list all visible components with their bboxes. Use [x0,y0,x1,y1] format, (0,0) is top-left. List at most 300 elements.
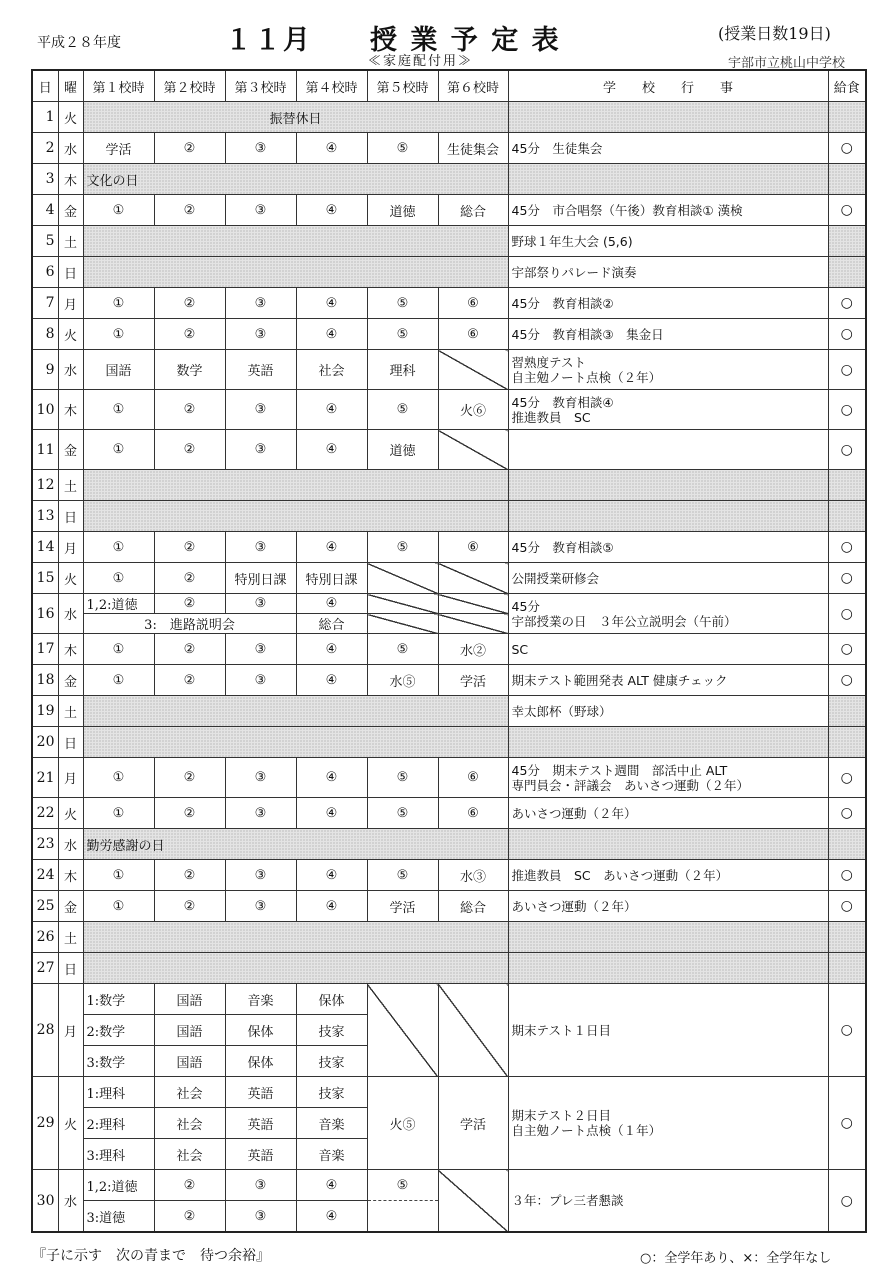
period-cell: 総合 [438,195,508,226]
day-number: 13 [32,501,58,532]
period-cell: 理科 [367,350,438,390]
period-cell: 2:理科 [83,1108,154,1139]
period-cell: ① [83,798,154,829]
table-row [32,727,866,758]
weekday: 水 [58,350,83,390]
period-cell: 国語 [154,984,225,1015]
period-5-cell [367,614,438,634]
column-header: 曜 [58,70,83,102]
period-cell: ② [154,319,225,350]
period-cell: 特別日課 [296,563,367,594]
event-text: 45分 生徒集会 [511,140,603,156]
period-cell: 国語 [83,350,154,390]
event-cell [508,953,828,984]
table-row [32,288,866,319]
day-number: 28 [32,984,58,1077]
period-cell: ② [154,860,225,891]
event-text: 45分 教育相談② [511,295,614,311]
event-cell [508,164,828,195]
period-cell: ⑥ [438,288,508,319]
weekday: 木 [58,390,83,430]
weekday: 日 [58,953,83,984]
day-number: 10 [32,390,58,430]
event-cell [508,829,828,860]
day-number: 12 [32,470,58,501]
period-cell: ③ [225,319,296,350]
period-cell: 音楽 [296,1108,367,1139]
column-header: 日 [32,70,58,102]
period-cell: ② [154,288,225,319]
period-cell: ① [83,665,154,696]
event-text: あいさつ運動（２年） [511,805,637,821]
holiday-cell: 文化の日 [83,164,508,195]
period-cell: ④ [296,1170,367,1201]
period-cell: ⑥ [438,758,508,798]
period-cell: ① [83,319,154,350]
period-cell: 1,2:道徳 [83,1170,154,1201]
period-cell: 3:道徳 [83,1201,154,1233]
holiday-cell: 振替休日 [83,102,508,133]
period-cell: ⑤ [367,1170,438,1201]
period-6-cell [438,594,508,614]
lunch-cell: ○ [828,532,866,563]
column-header: 学 校 行 事 [508,70,828,102]
event-cell [508,1077,828,1170]
period-cell: ① [83,860,154,891]
periods-blank [83,226,508,257]
period-cell: ④ [296,665,367,696]
weekday: 水 [58,594,83,634]
period-cell: ③ [225,1170,296,1201]
period-cell: 学活 [367,891,438,922]
lunch-cell [828,257,866,288]
lunch-cell: ○ [828,758,866,798]
lunch-cell: ○ [828,634,866,665]
weekday: 金 [58,430,83,470]
period-cell: ④ [296,634,367,665]
event-line: 専門員会・評議会 あいさつ運動（２年） [511,777,750,793]
period-6-cell [438,1170,508,1233]
period-cell: 音楽 [296,1139,367,1170]
column-header: 第２校時 [154,70,225,102]
periods-blank [83,470,508,501]
day-number: 11 [32,430,58,470]
event-line: 推進教員 SC [511,409,591,425]
lunch-cell: ○ [828,798,866,829]
table-row [32,532,866,563]
event-cell [508,891,828,922]
table-row [32,891,866,922]
lunch-cell [828,922,866,953]
event-text: 幸太郎杯（野球） [511,703,612,719]
table-row [32,984,866,1015]
event-cell [508,133,828,164]
weekday: 水 [58,829,83,860]
period-cell: 保体 [225,1046,296,1077]
event-text: 45分 市合唱祭（午後）教育相談① 漢検 [511,202,743,218]
event-line: 自主勉ノート点検（２年） [511,369,662,385]
weekday: 木 [58,634,83,665]
day-number: 16 [32,594,58,634]
period-cell: 保体 [225,1015,296,1046]
event-line: 習熟度テスト [511,354,587,370]
day-number: 18 [32,665,58,696]
lunch-cell [828,226,866,257]
event-cell [508,288,828,319]
lunch-cell: ○ [828,195,866,226]
period-cell: ③ [225,532,296,563]
period-cell: ④ [296,430,367,470]
weekday: 金 [58,891,83,922]
period-cell: ⑥ [438,319,508,350]
column-header: 第６校時 [438,70,508,102]
school-name: 宇部市立桃山中学校 [728,56,846,71]
period-cell: 国語 [154,1046,225,1077]
day-number: 3 [32,164,58,195]
period-cell: 英語 [225,1108,296,1139]
period-cell: ③ [225,195,296,226]
event-text: 宇部祭りパレード演奏 [511,264,637,280]
period-cell: ⑤ [367,390,438,430]
period-cell: 水③ [438,860,508,891]
column-header: 第５校時 [367,70,438,102]
period-cell: 3:理科 [83,1139,154,1170]
period-cell: 3: 進路説明会 [83,614,296,634]
period-cell: 道徳 [367,430,438,470]
event-cell [508,430,828,470]
period-cell: ③ [225,665,296,696]
event-text: ３年：プレ三者懇談 [511,1193,624,1208]
day-number: 20 [32,727,58,758]
table-row [32,563,866,594]
event-line: 期末テスト２日目 [511,1108,612,1123]
period-cell: ⑥ [438,798,508,829]
periods-blank [83,501,508,532]
day-number: 23 [32,829,58,860]
weekday: 水 [58,1170,83,1233]
period-6-cell: 学活 [438,1077,508,1170]
event-text: 期末テスト１日目 [511,1022,612,1038]
page-subtitle: ≪家庭配付用≫ [368,54,474,69]
event-cell [508,922,828,953]
period-cell [367,563,438,594]
period-cell: ② [154,634,225,665]
event-text: あいさつ運動（２年） [511,898,637,914]
period-cell: ③ [225,1201,296,1233]
event-cell [508,1170,828,1233]
event-line: 自主勉ノート点検（１年） [511,1123,662,1138]
weekday: 火 [58,563,83,594]
lunch-cell: ○ [828,891,866,922]
event-cell [508,860,828,891]
period-cell: ② [154,758,225,798]
table-row [32,390,866,430]
lunch-cell [828,470,866,501]
period-cell: ① [83,758,154,798]
day-number: 9 [32,350,58,390]
weekday: 金 [58,665,83,696]
table-row [32,665,866,696]
period-cell: 保体 [296,984,367,1015]
period-cell: ③ [225,891,296,922]
weekday: 月 [58,984,83,1077]
lunch-cell [828,501,866,532]
period-cell: 技家 [296,1046,367,1077]
day-number: 27 [32,953,58,984]
period-cell: 社会 [154,1108,225,1139]
column-header: 第１校時 [83,70,154,102]
weekday: 月 [58,532,83,563]
period-cell: ③ [225,758,296,798]
table-row [32,164,866,195]
period-cell: ① [83,430,154,470]
day-number: 15 [32,563,58,594]
period-cell [438,430,508,470]
period-cell: ④ [296,288,367,319]
footer-legend: ○：全学年あり、×：全学年なし [640,1251,832,1266]
table-row [32,133,866,164]
page-title: １１月 授 業 予 定 表 [225,25,561,56]
table-row [32,195,866,226]
table-row [32,226,866,257]
period-cell: ② [154,430,225,470]
period-cell: ② [154,1201,225,1233]
period-cell: ③ [225,634,296,665]
table-row [32,430,866,470]
event-cell [508,195,828,226]
table-row [32,501,866,532]
table-row [32,470,866,501]
table-row [32,1170,866,1201]
day-number: 25 [32,891,58,922]
period-cell: 生徒集会 [438,133,508,164]
column-header: 第４校時 [296,70,367,102]
school-days-count: (授業日数19日) [718,24,831,43]
weekday: 火 [58,319,83,350]
lunch-cell [828,829,866,860]
event-text: 野球１年生大会 (5,6) [511,233,633,249]
period-cell: ① [83,288,154,319]
period-cell: ① [83,390,154,430]
lunch-cell: ○ [828,430,866,470]
event-cell [508,798,828,829]
period-cell: ④ [296,798,367,829]
event-cell [508,102,828,133]
day-number: 17 [32,634,58,665]
holiday-cell: 勤労感謝の日 [83,829,508,860]
period-cell: 総合 [296,614,367,634]
lunch-cell [828,953,866,984]
table-row [32,798,866,829]
period-cell: ② [154,1170,225,1201]
period-cell: ③ [225,430,296,470]
weekday: 土 [58,226,83,257]
table-row [32,829,866,860]
lunch-cell: ○ [828,1077,866,1170]
day-number: 4 [32,195,58,226]
period-cell: ③ [225,390,296,430]
lunch-cell: ○ [828,350,866,390]
period-cell: ② [154,563,225,594]
event-text: 期末テスト範囲発表 ALT 健康チェック [511,672,728,688]
period-cell: ⑤ [367,860,438,891]
day-number: 14 [32,532,58,563]
period-cell: ② [154,195,225,226]
period-cell: 1:理科 [83,1077,154,1108]
period-cell: 学活 [438,665,508,696]
period-cell: ④ [296,594,367,614]
period-cell: 特別日課 [225,563,296,594]
day-number: 7 [32,288,58,319]
lunch-cell [828,696,866,727]
event-cell [508,563,828,594]
period-cell: ④ [296,1201,367,1233]
schedule-table [31,69,867,1233]
weekday: 火 [58,102,83,133]
weekday: 金 [58,195,83,226]
weekday: 土 [58,922,83,953]
weekday: 月 [58,758,83,798]
period-cell: 水② [438,634,508,665]
weekday: 木 [58,164,83,195]
period-cell: ② [154,390,225,430]
event-cell [508,727,828,758]
period-cell: 数学 [154,350,225,390]
lunch-cell [828,164,866,195]
period-cell: 英語 [225,1077,296,1108]
day-number: 21 [32,758,58,798]
day-number: 19 [32,696,58,727]
period-cell: 技家 [296,1015,367,1046]
period-cell: ⑤ [367,634,438,665]
periods-blank [83,727,508,758]
event-cell [508,758,828,798]
event-cell [508,226,828,257]
event-cell [508,594,828,634]
event-cell [508,470,828,501]
periods-blank [83,257,508,288]
period-cell: 音楽 [225,984,296,1015]
event-cell [508,319,828,350]
period-cell: ④ [296,133,367,164]
column-header: 給食 [828,70,866,102]
footer-motto: 『子に示す 次の青まで 待つ余裕』 [32,1248,270,1264]
weekday: 水 [58,133,83,164]
table-header [32,70,866,102]
period-cell [438,350,508,390]
period-cell: ④ [296,758,367,798]
period-5-cell [367,984,438,1077]
period-cell: ① [83,563,154,594]
period-cell: ② [154,532,225,563]
period-cell: 2:数学 [83,1015,154,1046]
period-cell: ② [154,665,225,696]
table-row [32,860,866,891]
period-cell: 水⑤ [367,665,438,696]
period-cell: ④ [296,532,367,563]
period-cell: ① [83,891,154,922]
table-row [32,319,866,350]
period-cell: 技家 [296,1077,367,1108]
event-cell [508,390,828,430]
period-cell: ② [154,891,225,922]
period-cell: ⑤ [367,532,438,563]
day-number: 6 [32,257,58,288]
lunch-cell: ○ [828,594,866,634]
day-number: 2 [32,133,58,164]
period-cell: ⑤ [367,319,438,350]
day-number: 1 [32,102,58,133]
period-cell: 国語 [154,1015,225,1046]
lunch-cell [828,102,866,133]
period-cell: 道徳 [367,195,438,226]
event-line: 宇部授業の日 ３年公立説明会（午前） [511,613,737,629]
weekday: 火 [58,798,83,829]
day-number: 24 [32,860,58,891]
periods-blank [83,922,508,953]
table-row [32,696,866,727]
table-row [32,594,866,614]
period-cell: 英語 [225,1139,296,1170]
period-cell [438,563,508,594]
weekday: 日 [58,501,83,532]
period-cell: ④ [296,319,367,350]
event-text: 45分 教育相談③ 集金日 [511,326,664,342]
period-5-cell: 火⑤ [367,1077,438,1170]
lunch-cell: ○ [828,1170,866,1233]
day-number: 30 [32,1170,58,1233]
event-cell [508,350,828,390]
weekday: 月 [58,288,83,319]
event-text: 45分 教育相談⑤ [511,539,614,555]
weekday: 日 [58,727,83,758]
weekday: 火 [58,1077,83,1170]
period-cell: ⑥ [438,532,508,563]
period-cell: 英語 [225,350,296,390]
day-number: 29 [32,1077,58,1170]
period-cell: 火⑥ [438,390,508,430]
weekday: 木 [58,860,83,891]
weekday: 土 [58,470,83,501]
event-cell [508,501,828,532]
period-cell: ③ [225,594,296,614]
period-cell: ④ [296,891,367,922]
period-cell: ④ [296,195,367,226]
event-text: SC [511,641,529,657]
lunch-cell: ○ [828,984,866,1077]
period-5-cell [367,594,438,614]
period-6-cell [438,614,508,634]
periods-blank [83,953,508,984]
weekday: 日 [58,257,83,288]
period-cell: ③ [225,288,296,319]
period-cell: 社会 [154,1077,225,1108]
period-cell: ③ [225,133,296,164]
event-cell [508,984,828,1077]
lunch-cell: ○ [828,319,866,350]
period-cell: ① [83,532,154,563]
event-cell [508,665,828,696]
lunch-cell: ○ [828,860,866,891]
table-row [32,257,866,288]
periods-blank [83,696,508,727]
period-cell: ② [154,133,225,164]
period-cell: ④ [296,860,367,891]
period-cell: 社会 [296,350,367,390]
table-row [32,953,866,984]
period-cell: 社会 [154,1139,225,1170]
day-number: 5 [32,226,58,257]
